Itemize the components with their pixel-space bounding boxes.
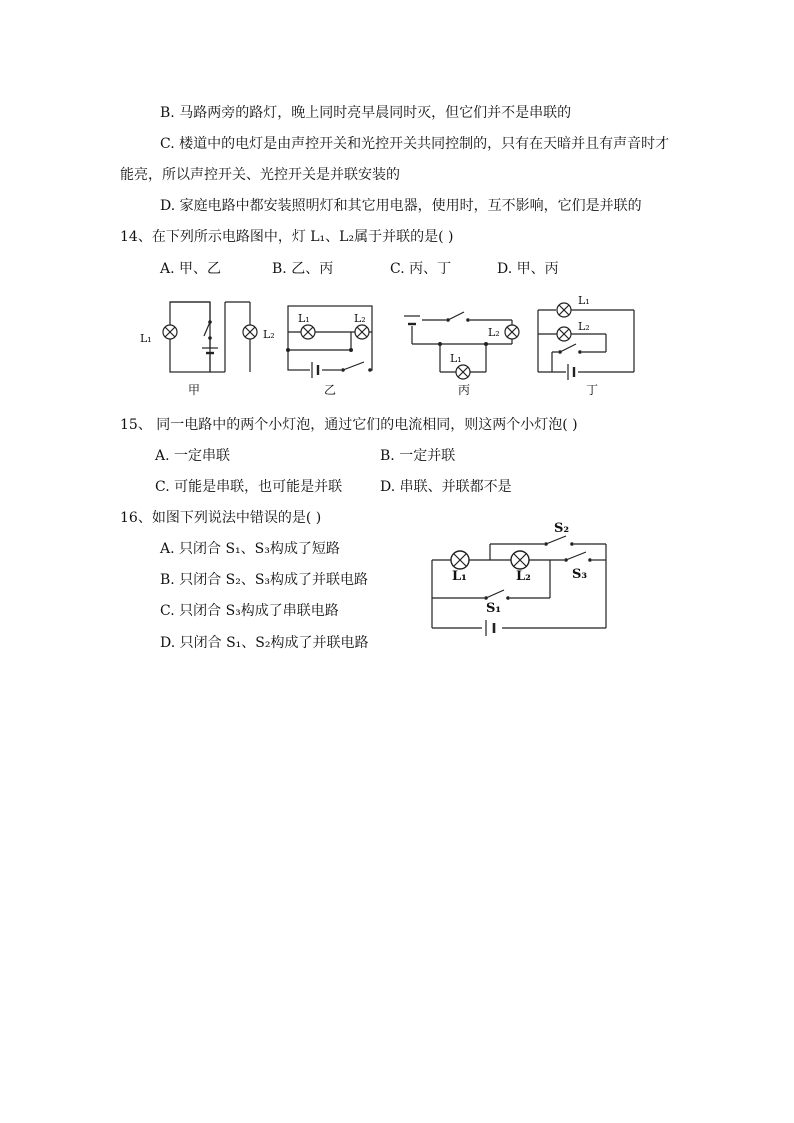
q16-option-a: A. 只闭合 S₁、S₃构成了短路 bbox=[160, 541, 340, 557]
q13-option-b: B. 马路两旁的路灯，晚上同时亮早晨同时灭，但它们并不是串联的 bbox=[160, 105, 572, 121]
circuit-yi bbox=[286, 302, 396, 402]
circuit-ding bbox=[534, 292, 644, 402]
yi-l2-label: L₂ bbox=[354, 312, 366, 325]
q16-s3-label: S₃ bbox=[572, 567, 588, 582]
bing-caption: 丙 bbox=[458, 383, 471, 397]
q16-option-d: D. 只闭合 S₁、S₂构成了并联电路 bbox=[160, 635, 369, 651]
ding-caption: 丁 bbox=[586, 383, 599, 397]
circuit-jia bbox=[130, 292, 290, 402]
q15-stem: 15、 同一电路中的两个小灯泡，通过它们的电流相同，则这两个小灯泡( ) bbox=[120, 417, 578, 433]
q15-option-d: D. 串联、并联都不是 bbox=[380, 479, 512, 495]
circuit-q16 bbox=[424, 516, 624, 636]
q16-option-c: C. 只闭合 S₃构成了串联电路 bbox=[160, 603, 339, 619]
q14-option-b: B. 乙、丙 bbox=[272, 261, 334, 277]
q16-option-b: B. 只闭合 S₂、S₃构成了并联电路 bbox=[160, 572, 369, 588]
q15-option-b: B. 一定并联 bbox=[380, 448, 456, 464]
jia-l2-label: L₂ bbox=[263, 328, 275, 341]
yi-l1-label: L₁ bbox=[298, 312, 310, 325]
jia-l1-label: L₁ bbox=[140, 332, 152, 345]
bing-l1-label: L₁ bbox=[450, 352, 462, 365]
jia-caption: 甲 bbox=[188, 383, 201, 397]
q14-option-d: D. 甲、丙 bbox=[497, 261, 559, 277]
q16-l2-label: L₂ bbox=[516, 569, 531, 584]
yi-caption: 乙 bbox=[324, 383, 337, 397]
q16-s2-label: S₂ bbox=[554, 521, 570, 536]
ding-l2-label: L₂ bbox=[578, 320, 590, 333]
q15-option-a: A. 一定串联 bbox=[155, 448, 231, 464]
q16-stem: 16、如图下列说法中错误的是( ) bbox=[120, 510, 322, 526]
q13-option-c-line1: C. 楼道中的电灯是由声控开关和光控开关共同控制的，只有在天暗并且有声音时才 bbox=[160, 136, 670, 152]
bing-l2-label: L₂ bbox=[488, 326, 500, 339]
ding-l1-label: L₁ bbox=[578, 294, 590, 307]
q14-stem: 14、在下列所示电路图中，灯 L₁、L₂属于并联的是( ) bbox=[120, 229, 454, 245]
q14-option-a: A. 甲、乙 bbox=[160, 261, 222, 277]
q16-l1-label: L₁ bbox=[452, 569, 467, 584]
q15-option-c: C. 可能是串联，也可能是并联 bbox=[155, 479, 343, 495]
q13-option-d: D. 家庭电路中都安装照明灯和其它用电器，使用时，互不影响，它们是并联的 bbox=[160, 198, 642, 214]
circuit-bing bbox=[408, 302, 528, 402]
q16-s1-label: S₁ bbox=[486, 601, 502, 616]
q13-option-c-line2: 能亮，所以声控开关、光控开关是并联安装的 bbox=[120, 167, 400, 183]
q14-option-c: C. 丙、丁 bbox=[390, 261, 452, 277]
